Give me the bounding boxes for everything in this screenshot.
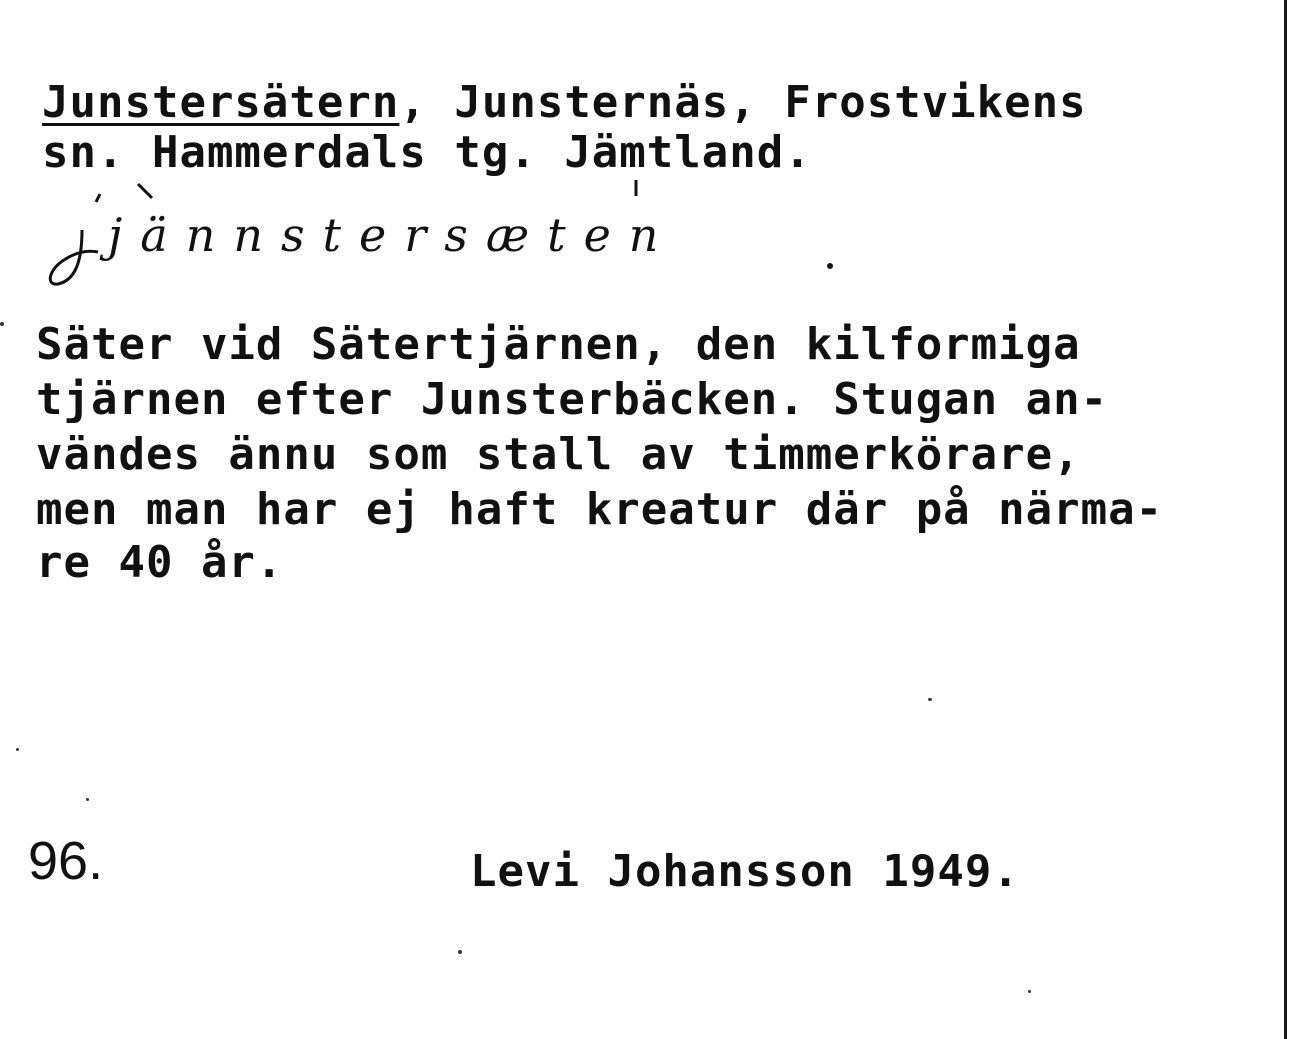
card-edge-line bbox=[1284, 0, 1287, 1039]
scan-speck bbox=[86, 798, 89, 801]
grave-accent-mark bbox=[138, 184, 152, 198]
heading-line-2: sn. Hammerdals tg. Jämtland. bbox=[42, 127, 812, 178]
body-line-2: tjärnen efter Junsterbäcken. Stugan an- bbox=[36, 374, 1109, 425]
pronunciation-text: jännstersæten bbox=[108, 208, 677, 262]
body-line-5: re 40 år. bbox=[36, 537, 284, 588]
heading-line-1 bbox=[42, 78, 1087, 128]
handwritten-pronunciation bbox=[38, 180, 878, 290]
place-name: Junstersätern bbox=[42, 77, 400, 128]
body-line-4: men man har ej haft kreatur där på närma- bbox=[36, 484, 1164, 535]
scan-speck bbox=[928, 698, 932, 701]
card-number: 96. bbox=[28, 831, 104, 891]
heading-location: , Junsternäs, Frostvikens bbox=[399, 77, 1087, 128]
body-line-3: vändes ännu som stall av timmerkörare, bbox=[36, 429, 1081, 480]
scan-speck bbox=[0, 322, 4, 326]
scan-speck bbox=[458, 950, 462, 954]
scan-speck bbox=[1028, 990, 1031, 993]
scan-speck bbox=[16, 748, 19, 751]
accent-mark bbox=[96, 194, 100, 202]
body-line-1: Säter vid Sätertjärnen, den kilformiga bbox=[36, 319, 1081, 370]
dot-mark bbox=[827, 263, 833, 269]
j-descender-loop bbox=[50, 230, 98, 284]
author-signature: Levi Johansson 1949. bbox=[470, 846, 1020, 897]
